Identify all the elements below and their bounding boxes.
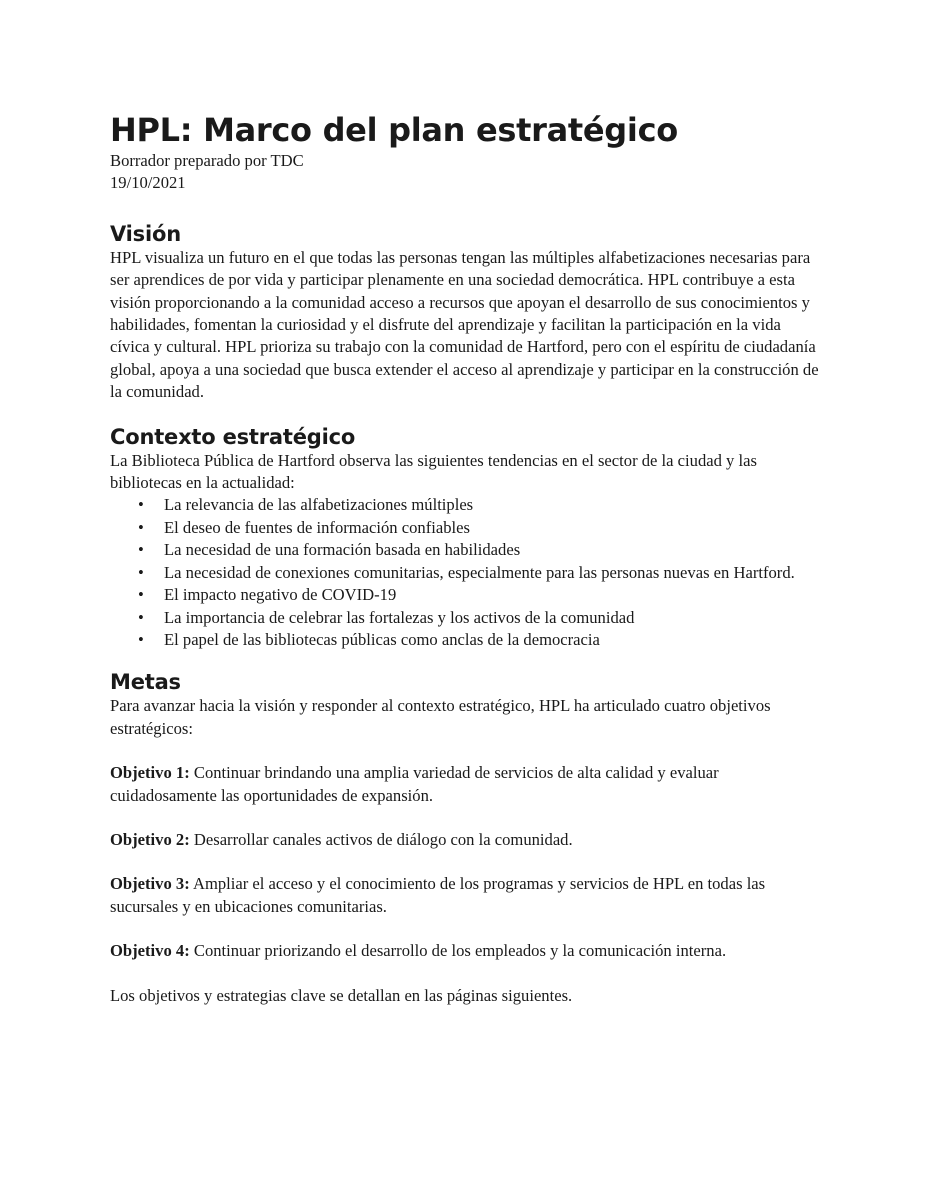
vision-heading: Visión bbox=[110, 221, 181, 246]
vision-paragraph: HPL visualiza un futuro en el que todas las personas tengan las múltiples alfabetizaciones necesarias para ser aprendices de por vida y participar plenamente en una sociedad democrática. HPL contribuye a esta visión proporcionando a la comunidad acceso a recursos que apoyan el desarrollo de sus conocimientos y habilidades, fomentan la curiosidad y el disfrute del aprendizaje y facilitan la participación en la vida cívica y cultural. HPL prioriza su trabajo con la comunidad de Hartford, pero con el espíritu de ciudadanía global, apoya a una sociedad que busca extender el acceso al aprendizaje y participar en la construcción de la comunidad. bbox=[110, 247, 819, 402]
objective-text: Continuar brindando una amplia variedad de servicios de alta calidad y evaluar cuidadosamente las oportunidades de expansión. bbox=[110, 763, 719, 805]
bullet-icon: • bbox=[138, 629, 144, 649]
bullet-icon: • bbox=[138, 517, 144, 537]
list-item-text: La importancia de celebrar las fortalezas y los activos de la comunidad bbox=[164, 607, 635, 627]
strategic-context-heading: Contexto estratégico bbox=[110, 424, 356, 449]
bullet-icon: • bbox=[138, 607, 144, 627]
goals-section bbox=[110, 669, 822, 1007]
document-page bbox=[110, 110, 822, 1007]
objective-text: Ampliar el acceso y el conocimiento de los programas y servicios de HPL en todas las sucursales y en ubicaciones comunitarias. bbox=[110, 874, 766, 916]
objective-label: Objetivo 1: bbox=[110, 763, 190, 783]
goals-heading: Metas bbox=[110, 670, 181, 695]
bullet-icon: • bbox=[138, 540, 144, 560]
list-item bbox=[110, 607, 822, 629]
objective-1 bbox=[110, 762, 822, 807]
list-item-text: La necesidad de conexiones comunitarias, especialmente para las personas nuevas en Hartford. bbox=[164, 562, 795, 582]
list-item bbox=[110, 584, 822, 606]
closing-note: Los objetivos y estrategias clave se detallan en las páginas siguientes. bbox=[110, 985, 573, 1005]
list-item bbox=[110, 539, 822, 561]
list-item-text: El impacto negativo de COVID-19 bbox=[164, 585, 397, 605]
objective-label: Objetivo 3: bbox=[110, 874, 190, 894]
objective-text: Desarrollar canales activos de diálogo con la comunidad. bbox=[189, 829, 573, 849]
bullet-icon: • bbox=[138, 585, 144, 605]
objective-3 bbox=[110, 873, 822, 918]
objective-label: Objetivo 2: bbox=[110, 829, 190, 849]
trends-list bbox=[110, 494, 822, 651]
list-item bbox=[110, 629, 822, 651]
objective-label: Objetivo 4: bbox=[110, 941, 190, 961]
objective-text: Continuar priorizando el desarrollo de los empleados y la comunicación interna. bbox=[189, 941, 727, 961]
objective-2 bbox=[110, 829, 822, 851]
strategic-context-intro: La Biblioteca Pública de Hartford observa las siguientes tendencias en el sector de la ciudad y las bibliotecas en la actualidad: bbox=[110, 450, 757, 493]
vision-section bbox=[110, 221, 822, 404]
list-item-text: El papel de las bibliotecas públicas como anclas de la democracia bbox=[164, 629, 600, 649]
list-item bbox=[110, 517, 822, 539]
document-author-line: Borrador preparado por TDC bbox=[110, 151, 304, 170]
page-title: HPL: Marco del plan estratégico bbox=[110, 111, 678, 149]
objective-4 bbox=[110, 940, 822, 962]
list-item-text: La relevancia de las alfabetizaciones múltiples bbox=[164, 495, 474, 515]
bullet-icon: • bbox=[138, 495, 144, 515]
list-item-text: La necesidad de una formación basada en habilidades bbox=[164, 540, 521, 560]
list-item-text: El deseo de fuentes de información confiables bbox=[164, 517, 470, 537]
list-item bbox=[110, 562, 822, 584]
goals-intro: Para avanzar hacia la visión y responder al contexto estratégico, HPL ha articulado cuatro objetivos estratégicos: bbox=[110, 696, 771, 738]
document-date: 19/10/2021 bbox=[110, 173, 186, 193]
bullet-icon: • bbox=[138, 562, 144, 582]
strategic-context-section bbox=[110, 424, 822, 652]
list-item bbox=[110, 494, 822, 516]
